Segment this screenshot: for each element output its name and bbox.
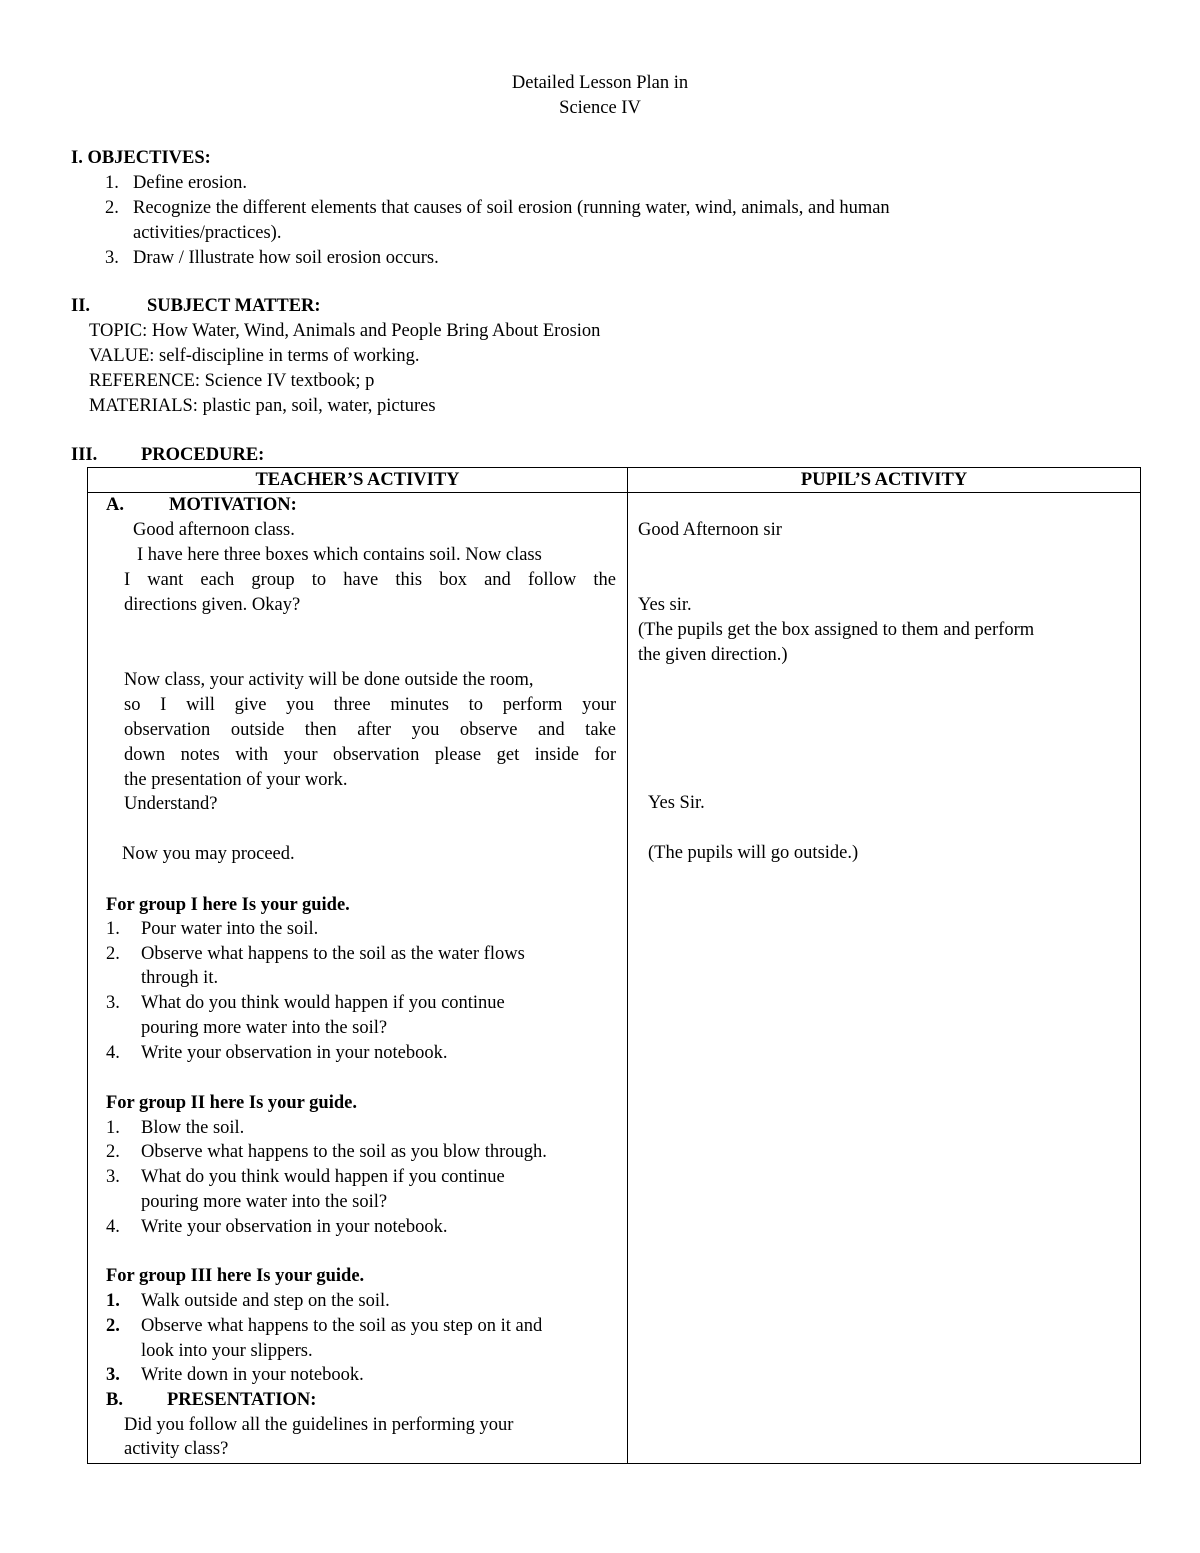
list-item: What do you think would happen if you continue <box>141 1167 505 1187</box>
section-title: MOTIVATION: <box>169 495 297 515</box>
teacher-line: the presentation of your work. <box>124 770 348 790</box>
list-number: 1. <box>106 919 120 939</box>
pupil-line: Yes sir. <box>638 595 692 615</box>
pupil-line: the given direction.) <box>638 645 788 665</box>
list-item: through it. <box>141 968 219 988</box>
list-item: Blow the soil. <box>141 1118 245 1138</box>
objective-number: 2. <box>105 198 119 218</box>
group-2-heading: For group II here Is your guide. <box>106 1093 357 1113</box>
list-item: Observe what happens to the soil as the water flows <box>141 944 525 964</box>
teacher-activity-cell <box>88 493 628 1464</box>
teacher-line: observation outside then after you observe and take <box>124 720 616 740</box>
list-item: Observe what happens to the soil as you blow through. <box>141 1142 547 1162</box>
teacher-column-header: TEACHER’S ACTIVITY <box>88 468 628 493</box>
list-number: 3. <box>106 1365 120 1385</box>
teacher-line: directions given. Okay? <box>124 595 301 615</box>
objective-text: Draw / Illustrate how soil erosion occurs. <box>133 248 439 268</box>
list-number: 1. <box>106 1291 120 1311</box>
teacher-line: I have here three boxes which contains soil. Now class <box>137 545 542 565</box>
reference-line: REFERENCE: Science IV textbook; p <box>89 371 375 391</box>
document-subtitle: Science IV <box>559 98 641 118</box>
objective-number: 3. <box>105 248 119 268</box>
document-title: Detailed Lesson Plan in <box>511 73 689 93</box>
teacher-line: I want each group to have this box and follow the <box>124 570 616 590</box>
section-title: PRESENTATION: <box>167 1390 317 1410</box>
list-item: Write your observation in your notebook. <box>141 1217 448 1237</box>
objective-item <box>71 171 1071 196</box>
value-line: VALUE: self-discipline in terms of working. <box>89 346 420 366</box>
teacher-line: Good afternoon class. <box>133 520 295 540</box>
teacher-line: Understand? <box>124 794 218 814</box>
list-number: 4. <box>106 1217 120 1237</box>
pupil-line: Yes Sir. <box>648 793 705 813</box>
teacher-line: Now you may proceed. <box>122 844 295 864</box>
list-number: 2. <box>106 944 120 964</box>
section-letter: B. <box>106 1390 123 1410</box>
subject-matter-section <box>71 294 1071 419</box>
teacher-line: Did you follow all the guidelines in performing your <box>124 1415 514 1435</box>
list-number: 1. <box>106 1118 120 1138</box>
objective-number: 1. <box>105 173 119 193</box>
teacher-line: activity class? <box>124 1439 229 1459</box>
teacher-line: so I will give you three minutes to perform your <box>124 695 616 715</box>
procedure-heading <box>71 443 264 468</box>
section-number: III. <box>71 445 98 465</box>
pupil-line: (The pupils will go outside.) <box>648 843 859 863</box>
pupil-column-header: PUPIL’S ACTIVITY <box>628 468 1141 493</box>
section-number: II. <box>71 296 91 316</box>
list-number: 2. <box>106 1316 120 1336</box>
pupil-line: (The pupils get the box assigned to them and perform <box>638 620 1035 640</box>
objective-text: Define erosion. <box>133 173 248 193</box>
group-1-heading: For group I here Is your guide. <box>106 895 350 915</box>
list-item: Write your observation in your notebook. <box>141 1043 448 1063</box>
list-item: What do you think would happen if you continue <box>141 993 505 1013</box>
group-3-heading: For group III here Is your guide. <box>106 1266 365 1286</box>
motivation-heading <box>106 493 618 518</box>
objective-text: Recognize the different elements that causes of soil erosion (running water, wind, animals, and human <box>133 198 890 218</box>
materials-line: MATERIALS: plastic pan, soil, water, pictures <box>89 396 436 416</box>
presentation-heading <box>106 1388 618 1413</box>
list-item: look into your slippers. <box>141 1341 313 1361</box>
topic-line: TOPIC: How Water, Wind, Animals and People Bring About Erosion <box>89 321 601 341</box>
teacher-line: Now class, your activity will be done outside the room, <box>124 670 534 690</box>
section-letter: A. <box>106 495 124 515</box>
pupil-line: Good Afternoon sir <box>638 520 782 540</box>
objective-text: activities/practices). <box>133 223 282 243</box>
section-title: SUBJECT MATTER: <box>147 296 321 316</box>
document-title-block <box>0 71 1200 121</box>
list-item: Observe what happens to the soil as you step on it and <box>141 1316 543 1336</box>
list-number: 2. <box>106 1142 120 1162</box>
teacher-line: down notes with your observation please get inside for <box>124 745 616 765</box>
procedure-table <box>87 467 1141 1464</box>
list-number: 3. <box>106 993 120 1013</box>
objective-item <box>71 196 1071 246</box>
objectives-section <box>71 146 1071 271</box>
list-item: pouring more water into the soil? <box>141 1018 388 1038</box>
pupil-activity-cell <box>628 493 1141 1464</box>
section-title: PROCEDURE: <box>141 445 265 465</box>
list-item: Pour water into the soil. <box>141 919 319 939</box>
list-item: Write down in your notebook. <box>141 1365 364 1385</box>
list-item: Walk outside and step on the soil. <box>141 1291 390 1311</box>
subject-matter-heading <box>71 294 1071 319</box>
list-number: 3. <box>106 1167 120 1187</box>
objectives-heading: I. OBJECTIVES: <box>71 148 211 168</box>
list-number: 4. <box>106 1043 120 1063</box>
list-item: pouring more water into the soil? <box>141 1192 388 1212</box>
objective-item <box>71 246 1071 271</box>
